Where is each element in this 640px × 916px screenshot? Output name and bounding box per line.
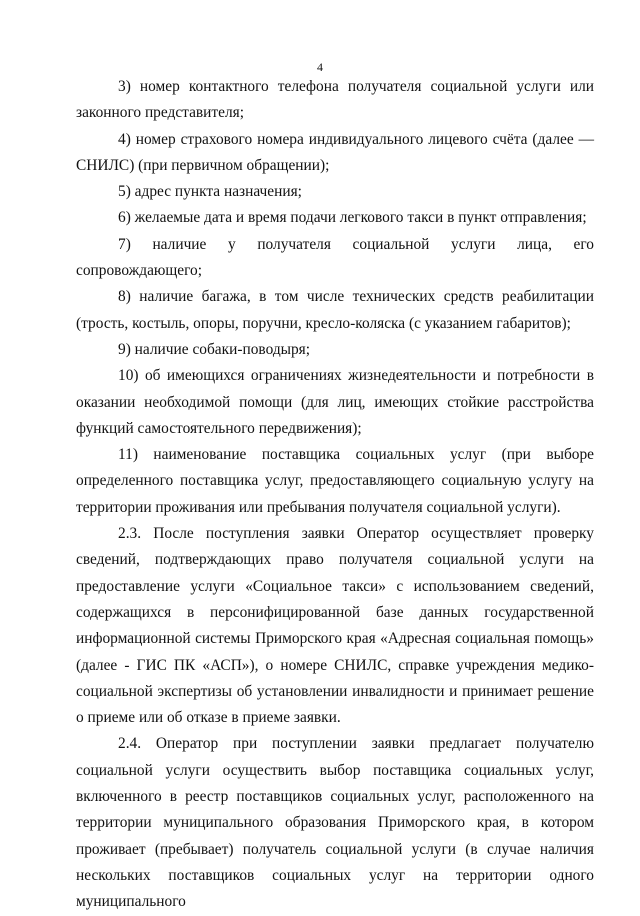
- page-number: 4: [317, 60, 323, 74]
- paragraph-item-3: 3) номер контактного телефона получателя социальной услуги или законного представителя;: [76, 78, 594, 122]
- paragraph-item-6: 6) желаемые дата и время подачи легкового такси в пункт отправления;: [118, 209, 587, 227]
- paragraph-item-10: 10) об имеющихся ограничениях жизнедеятельности и потребности в оказании необходимой помощи (для лиц, имеющих стойкие расстройства функций самостоятельного передвижения);: [76, 367, 594, 437]
- paragraph-item-8: 8) наличие багажа, в том числе технических средств реабилитации (трость, костыль, опоры, поручни, кресло-коляска (с указанием габаритов);: [76, 288, 594, 332]
- paragraph-section-2-4: 2.4. Оператор при поступлении заявки предлагает получателю социальной услуги осуществить выбор поставщика социальных услуг, включенного в реестр поставщиков социальных услуг, расположенного на территории муниципального образования Приморского края, в котором проживает (пребывает) получатель социальной услуги (в случае наличия нескольких поставщиков социальных услуг на территории одного муниципального: [76, 735, 594, 911]
- paragraph-item-11: 11) наименование поставщика социальных услуг (при выборе определенного поставщика услуг, предоставляющего социальную услугу на территории проживания или пребывания получателя социальной услуги).: [76, 446, 594, 516]
- paragraph-item-5: 5) адрес пункта назначения;: [118, 183, 302, 201]
- paragraph-item-7: 7) наличие у получателя социальной услуги лица, его сопровождающего;: [76, 235, 594, 280]
- paragraph-item-4: 4) номер страхового номера индивидуального лицевого счёта (далее — СНИЛС) (при первичном обращении);: [76, 130, 594, 174]
- paragraph-item-9: 9) наличие собаки-поводыря;: [118, 340, 311, 358]
- paragraph-section-2-3: 2.3. После поступления заявки Оператор осуществляет проверку сведений, подтверждающих право получателя социальной услуги на предоставление услуги «Социальное такси» с использованием сведений, содержащихся в персонифицированной базе данных государственной информационной системы Приморского края «Адресная социальная помощь» (далее - ГИС ПК «АСП»), о номере СНИЛС, справке учреждения медико-социальной экспертизы об установлении инвалидности и принимает решение о приеме или об отказе в приеме заявки.: [76, 525, 594, 727]
- document-body: [76, 74, 594, 916]
